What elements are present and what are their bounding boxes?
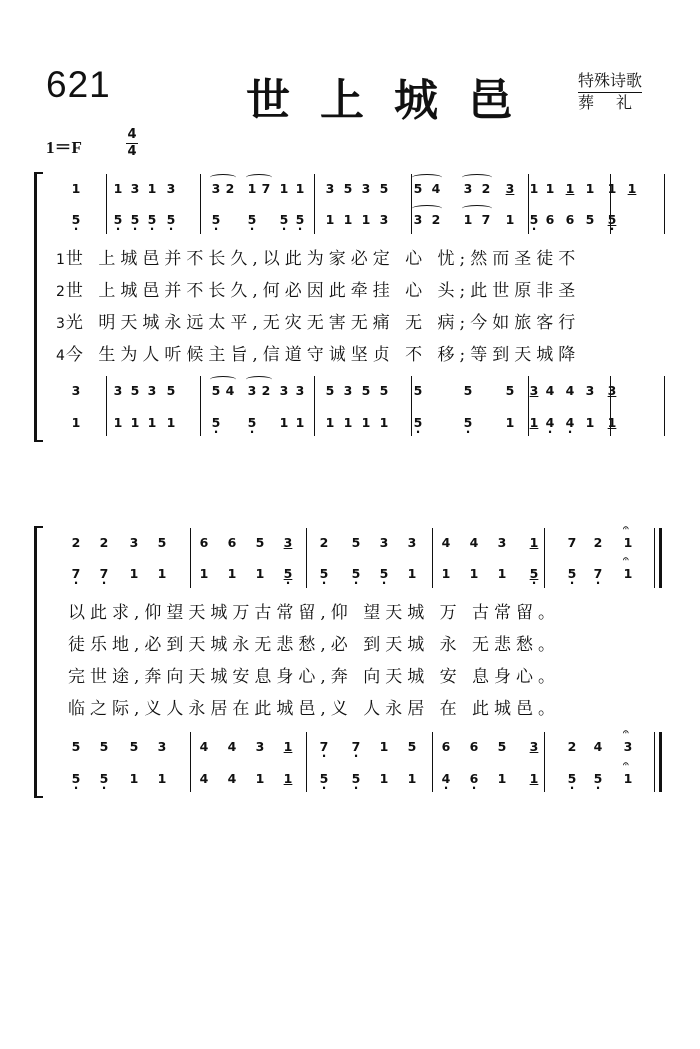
note: 5 (505, 383, 515, 398)
slur-mark (462, 205, 492, 212)
barline (544, 732, 545, 792)
note: 1 (623, 566, 633, 581)
note: 3 (585, 383, 595, 398)
lyric-text: 今 生为人听候主旨,信道守诚坚贞 不 移;等到天城降 (65, 345, 581, 365)
barline (314, 174, 315, 234)
note: 4 (227, 771, 237, 786)
note: 5 (129, 739, 139, 754)
note: 7 · (97, 563, 111, 585)
barline (306, 528, 307, 588)
note: 4 · (439, 768, 453, 790)
note: 5 · (164, 209, 178, 231)
note: 5 (361, 383, 371, 398)
note: 3 (463, 181, 473, 196)
note: 5 (325, 383, 335, 398)
note: 1 (295, 181, 305, 196)
barline (528, 376, 529, 436)
barline (190, 528, 191, 588)
note: 5 (130, 383, 140, 398)
note: 1 (157, 566, 167, 581)
barline (106, 376, 107, 436)
note: 1 (497, 771, 507, 786)
alto-notes (34, 554, 666, 585)
slur-mark (412, 205, 442, 212)
note: 3 (279, 383, 289, 398)
note: 6 (565, 212, 575, 227)
barline (432, 528, 433, 588)
verse-number: 3 (56, 316, 65, 332)
note: 4 (431, 181, 441, 196)
note: 3 (283, 535, 293, 550)
verse-number: 2 (56, 284, 65, 300)
note: 1 (157, 771, 167, 786)
note: 1 (130, 415, 140, 430)
note: 1 (407, 566, 417, 581)
note: 2 (319, 535, 329, 550)
note: 6 (199, 535, 209, 550)
note: 1 (441, 566, 451, 581)
note: 3 (71, 383, 81, 398)
slur-mark (462, 174, 492, 181)
note: 5 · (605, 209, 619, 231)
note: 4 (441, 535, 451, 550)
note: 1 (379, 415, 389, 430)
note: 5 (379, 383, 389, 398)
note: 5 (166, 383, 176, 398)
note: 6 (545, 212, 555, 227)
note: 6 (469, 739, 479, 754)
note: 1 (529, 535, 539, 550)
note: 4 (593, 739, 603, 754)
note: 2 (481, 181, 491, 196)
fermata-mark: 𝄐 (623, 554, 629, 565)
note: 7 · (591, 563, 605, 585)
bass-notes (34, 412, 666, 434)
note: 3 (343, 383, 353, 398)
fermata-mark: 𝄐 (623, 523, 629, 534)
note: 4 (227, 739, 237, 754)
note: 7 · (317, 736, 331, 758)
note: 1 (379, 739, 389, 754)
note: 5 · (245, 412, 259, 434)
note: 1 (325, 212, 335, 227)
note: 2 (225, 181, 235, 196)
note: 7 (261, 181, 271, 196)
note: 1 (607, 415, 617, 430)
hymn-number: 621 (46, 64, 111, 105)
note: 3 (413, 212, 423, 227)
note: 3 (147, 383, 157, 398)
note: 7 (481, 212, 491, 227)
note: 1 (71, 415, 81, 430)
barline (664, 174, 665, 234)
barline (411, 376, 412, 436)
note: 1 (279, 415, 289, 430)
note: 3 (623, 739, 633, 754)
note: 1 (623, 535, 633, 550)
note: 5 · (69, 768, 83, 790)
note: 5 · (281, 563, 295, 585)
note: 1 (255, 566, 265, 581)
barline (544, 528, 545, 588)
note: 5 · (317, 563, 331, 585)
note: 5 (351, 535, 361, 550)
barline (190, 732, 191, 792)
lyric-line-3 (56, 308, 580, 336)
note: 5 · (245, 209, 259, 231)
note: 6 (227, 535, 237, 550)
hymn-title: 世上城邑 (246, 75, 542, 126)
key-signature: 1＝F (46, 138, 82, 157)
final-barline (654, 732, 662, 792)
lyric-text: 徒乐地,必到天城永无悲愁,必 到天城 永 无悲愁。 (68, 635, 561, 655)
note: 1 (283, 739, 293, 754)
barline (106, 174, 107, 234)
note: 3 (529, 383, 539, 398)
note: 4 (545, 383, 555, 398)
note: 1 (283, 771, 293, 786)
tenor-notes (34, 380, 666, 402)
note: 3 (497, 535, 507, 550)
note: 5 · (527, 209, 541, 231)
note: 3 (295, 383, 305, 398)
note: 1 (113, 181, 123, 196)
note: 1 (361, 212, 371, 227)
note: 1 (545, 181, 555, 196)
note: 5 · (209, 412, 223, 434)
note: 5 · (591, 768, 605, 790)
note: 5 · (565, 563, 579, 585)
note: 1 (199, 566, 209, 581)
note: 5 (413, 181, 423, 196)
note: 5 · (128, 209, 142, 231)
note: 1 (379, 771, 389, 786)
note: 5 (413, 383, 423, 398)
barline (306, 732, 307, 792)
note: 1 (623, 771, 633, 786)
note: 4 (199, 771, 209, 786)
note: 3 (157, 739, 167, 754)
barline (432, 732, 433, 792)
note: 1 (343, 415, 353, 430)
fermata-mark: 𝄐 (623, 759, 629, 770)
note: 5 (379, 181, 389, 196)
note: 3 (129, 535, 139, 550)
note: 3 (113, 383, 123, 398)
note: 5 (255, 535, 265, 550)
note: 1 (505, 212, 515, 227)
note: 4 · (563, 412, 577, 434)
note: 1 (129, 566, 139, 581)
lyric-text: 光 明天城永远太平,无灾无害无痛 无 病;今如旅客行 (65, 313, 581, 333)
note: 1 (505, 415, 515, 430)
note: 2 (593, 535, 603, 550)
note: 4 (469, 535, 479, 550)
note: 1 (295, 415, 305, 430)
note: 1 (585, 415, 595, 430)
barline (200, 174, 201, 234)
note: 1 (469, 566, 479, 581)
note: 1 (497, 566, 507, 581)
note: 5 · (349, 563, 363, 585)
alto-notes (34, 209, 666, 231)
note: 1 (129, 771, 139, 786)
note: 1 (463, 212, 473, 227)
note: 3 (361, 181, 371, 196)
note: 3 (130, 181, 140, 196)
bass-notes (34, 759, 666, 790)
barline (314, 376, 315, 436)
slur-mark (246, 174, 272, 181)
barline (200, 376, 201, 436)
note: 3 (379, 535, 389, 550)
note: 1 (529, 771, 539, 786)
note: 5 (71, 739, 81, 754)
barline (610, 376, 611, 436)
note: 5 (211, 383, 221, 398)
note: 1 (627, 181, 637, 196)
note: 3 (529, 739, 539, 754)
lyric-line-2 (68, 630, 560, 658)
note: 2 (567, 739, 577, 754)
note: 1 (255, 771, 265, 786)
verse-number: 4 (56, 348, 65, 364)
note: 5 · (145, 209, 159, 231)
note: 5 · (111, 209, 125, 231)
note: 5 · (527, 563, 541, 585)
time-signature-bottom: 4 (127, 144, 137, 159)
note: 5 (585, 212, 595, 227)
lyric-text: 世 上城邑并不长久,以此为家必定 心 忧;然而圣徒不 (65, 249, 581, 269)
note: 1 (247, 181, 257, 196)
note: 1 (166, 415, 176, 430)
note: 3 (166, 181, 176, 196)
note: 5 · (69, 209, 83, 231)
note: 1 (529, 415, 539, 430)
note: 7 (567, 535, 577, 550)
lyric-line-1 (56, 244, 580, 272)
note: 4 (199, 739, 209, 754)
note: 6 (441, 739, 451, 754)
note: 7 · (349, 736, 363, 758)
note: 1 (71, 181, 81, 196)
note: 5 (343, 181, 353, 196)
note: 3 (325, 181, 335, 196)
note: 3 (379, 212, 389, 227)
note: 4 (565, 383, 575, 398)
note: 5 · (277, 209, 291, 231)
tenor-notes (34, 727, 666, 758)
note: 5 · (461, 412, 475, 434)
time-signature-top: 4 (127, 127, 137, 142)
note: 1 (585, 181, 595, 196)
note: 1 (227, 566, 237, 581)
note: 3 (607, 383, 617, 398)
note: 7 · (69, 563, 83, 585)
lyric-text: 世 上城邑并不长久,何必因此牵挂 心 头;此世原非圣 (65, 281, 581, 301)
note: 5 (497, 739, 507, 754)
lyric-line-2 (56, 276, 580, 304)
slur-mark (210, 174, 236, 181)
note: 3 (505, 181, 515, 196)
note: 2 (431, 212, 441, 227)
note: 5 · (97, 768, 111, 790)
note: 5 · (293, 209, 307, 231)
lyric-line-3 (68, 662, 560, 690)
note: 5 · (411, 412, 425, 434)
barline (528, 174, 529, 234)
music-system-2 (34, 523, 666, 796)
note: 6 · (467, 768, 481, 790)
note: 1 (325, 415, 335, 430)
hymn-subcategory: 葬礼 (578, 93, 655, 112)
note: 5 (407, 739, 417, 754)
note: 1 (279, 181, 289, 196)
note: 3 (211, 181, 221, 196)
final-barline (654, 528, 662, 588)
note: 3 (255, 739, 265, 754)
barline (411, 174, 412, 234)
fermata-mark: 𝄐 (623, 727, 629, 738)
note: 3 (407, 535, 417, 550)
note: 1 (407, 771, 417, 786)
note: 2 (261, 383, 271, 398)
hymn-category: 特殊诗歌 (578, 68, 642, 93)
note: 1 (565, 181, 575, 196)
note: 1 (147, 181, 157, 196)
note: 1 (113, 415, 123, 430)
note: 5 · (565, 768, 579, 790)
note: 1 (343, 212, 353, 227)
verse-number: 1 (56, 252, 65, 268)
slur-mark (246, 376, 272, 383)
barline (610, 174, 611, 234)
note: 3 (247, 383, 257, 398)
note: 1 (147, 415, 157, 430)
lyric-line-1 (68, 598, 560, 626)
note: 2 (71, 535, 81, 550)
lyric-line-4 (56, 340, 580, 368)
note: 4 · (543, 412, 557, 434)
soprano-notes (34, 178, 666, 200)
note: 5 (99, 739, 109, 754)
music-system-1 (34, 172, 666, 440)
note: 5 · (209, 209, 223, 231)
lyric-text: 以此求,仰望天城万古常留,仰 望天城 万 古常留。 (68, 603, 561, 623)
note: 5 (463, 383, 473, 398)
lyric-text: 临之际,义人永居在此城邑,义 人永居 在 此城邑。 (68, 699, 561, 719)
lyric-text: 完世途,奔向天城安息身心,奔 向天城 安 息身心。 (68, 667, 561, 687)
slur-mark (210, 376, 236, 383)
note: 1 (607, 181, 617, 196)
note: 5 (157, 535, 167, 550)
note: 5 · (349, 768, 363, 790)
soprano-notes (34, 523, 666, 554)
note: 5 · (317, 768, 331, 790)
note: 5 · (377, 563, 391, 585)
time-signature (126, 128, 138, 159)
note: 1 (361, 415, 371, 430)
barline (664, 376, 665, 436)
note: 1 (529, 181, 539, 196)
note: 4 (225, 383, 235, 398)
lyric-line-4 (68, 694, 560, 722)
slur-mark (412, 174, 442, 181)
note: 2 (99, 535, 109, 550)
